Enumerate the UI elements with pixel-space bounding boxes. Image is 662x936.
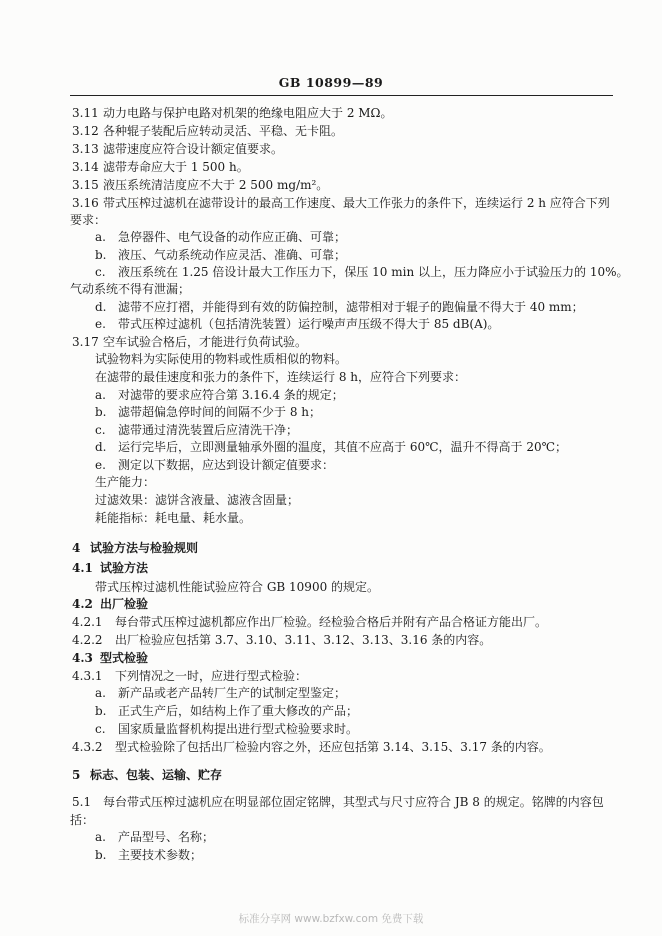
paragraph-text: 生产能力： (95, 475, 156, 489)
item-marker: e. (95, 317, 106, 331)
list-item (0, 404, 662, 420)
subsection-heading-4-2 (0, 596, 662, 612)
clause-text: 出厂检验应包括第 3.7、3.10、3.11、3.12、3.13、3.16 条的内容。 (115, 633, 492, 647)
list-item (0, 387, 662, 403)
list-item (0, 316, 662, 332)
list-item (0, 685, 662, 701)
clause-number: 3.15 (72, 178, 99, 192)
clause-number: 4.3.2 (72, 740, 103, 754)
paragraph-text: 带式压榨过滤机性能试验应符合 GB 10900 的规定。 (95, 580, 380, 594)
item-text: 正式生产后，如结构上作了重大修改的产品； (118, 704, 359, 718)
item-text: 滤带不应打褶，并能得到有效的防偏控制，滤带相对于辊子的跑偏量不得大于 40 mm； (118, 300, 584, 314)
standard-code-header: GB 10899—89 (278, 75, 384, 90)
item-text: 带式压榨过滤机（包括清洗装置）运行噪声声压级不得大于 85 dB(A)。 (118, 317, 500, 331)
continuation-line (0, 212, 662, 228)
clause-text: 每台带式压榨过滤机应在明显部位固定铭牌，其型式与尺寸应符合 JB 8 的规定。铭牌的内容包 (103, 795, 604, 809)
paragraph-text: 在滤带的最佳速度和张力的条件下，连续运行 8 h，应符合下列要求： (95, 370, 466, 384)
clause-4-2-1 (0, 614, 662, 630)
subsection-title: 出厂检验 (100, 597, 149, 611)
list-item (0, 721, 662, 737)
item-marker: c. (95, 722, 106, 736)
paragraph-line (0, 492, 662, 508)
list-item (0, 422, 662, 438)
section-title: 试验方法与检验规则 (90, 541, 199, 555)
section-heading-5 (0, 767, 662, 783)
item-marker: b. (95, 405, 107, 419)
item-text: 新产品或老产品转厂生产的试制定型鉴定； (118, 686, 347, 700)
clause-3-14 (0, 159, 662, 175)
clause-3-16 (0, 195, 662, 211)
item-marker: b. (95, 248, 107, 262)
item-marker: e. (95, 458, 106, 472)
continuation-text: 括： (70, 813, 95, 827)
item-text: 急停器件、电气设备的动作应正确、可靠； (118, 230, 347, 244)
item-text: 主要技术参数； (118, 848, 203, 862)
clause-3-13 (0, 141, 662, 157)
subsection-heading-4-1 (0, 560, 662, 576)
subsection-number: 4.3 (72, 651, 93, 665)
clause-number: 3.13 (72, 142, 99, 156)
clause-text: 滤带速度应符合设计额定值要求。 (103, 142, 284, 156)
item-text: 测定以下数据，应达到设计额定值要求： (118, 458, 335, 472)
list-item (0, 847, 662, 863)
clause-text: 带式压榨过滤机在滤带设计的最高工作速度、最大工作张力的条件下，连续运行 2 h 应符合下列 (103, 196, 610, 210)
clause-text: 每台带式压榨过滤机都应作出厂检验。经检验合格后并附有产品合格证方能出厂。 (115, 615, 548, 629)
item-text: 运行完毕后，立即测量轴承外圈的温度，其值不应高于 60℃，温升不得高于 20℃； (118, 440, 568, 454)
clause-number: 3.17 (72, 335, 99, 349)
clause-number: 4.2.1 (72, 615, 103, 629)
item-marker: a. (95, 388, 106, 402)
item-text: 滤带超偏急停时间的间隔不少于 8 h； (118, 405, 321, 419)
clause-text: 动力电路与保护电路对机架的绝缘电阻应大于 2 MΩ。 (103, 106, 393, 120)
item-marker: c. (95, 265, 106, 279)
clause-4-3-2 (0, 739, 662, 755)
site-watermark: 标准分享网 www.bzfxw.com 免费下载 (238, 913, 424, 925)
list-item (0, 247, 662, 263)
item-marker: a. (95, 230, 106, 244)
list-item (0, 457, 662, 473)
subsection-number: 4.1 (72, 561, 93, 575)
clause-4-2-2 (0, 632, 662, 648)
continuation-text: 气动系统不得有泄漏； (70, 282, 191, 296)
list-item (0, 439, 662, 455)
paragraph-line (0, 579, 662, 595)
subsection-heading-4-3 (0, 650, 662, 666)
item-marker: b. (95, 704, 107, 718)
clause-text: 空车试验合格后，才能进行负荷试验。 (103, 335, 308, 349)
clause-3-17 (0, 334, 662, 350)
clause-3-11 (0, 105, 662, 121)
continuation-line (0, 812, 662, 828)
clause-text: 滤带寿命应大于 1 500 h。 (103, 160, 249, 174)
clause-text: 型式检验除了包括出厂检验内容之外，还应包括第 3.14、3.15、3.17 条的内容。 (115, 740, 551, 754)
item-marker: a. (95, 686, 106, 700)
subsection-title: 型式检验 (100, 651, 149, 665)
continuation-text: 要求： (70, 213, 107, 227)
clause-number: 3.12 (72, 124, 99, 138)
paragraph-line (0, 510, 662, 526)
list-item (0, 703, 662, 719)
item-marker: c. (95, 423, 106, 437)
paragraph-line (0, 369, 662, 385)
item-text: 液压系统在 1.25 倍设计最大工作压力下，保压 10 min 以上，压力降应小于试验压力的 10%。 (118, 265, 629, 279)
section-heading-4 (0, 540, 662, 556)
section-number: 5 (72, 768, 81, 782)
item-text: 对滤带的要求应符合第 3.16.4 条的规定； (118, 388, 344, 402)
item-text: 液压、气动系统动作应灵活、准确、可靠； (118, 248, 347, 262)
section-number: 4 (72, 541, 81, 555)
item-marker: b. (95, 848, 107, 862)
item-marker: d. (95, 440, 107, 454)
header-rule (70, 95, 613, 96)
clause-number: 3.11 (72, 106, 99, 120)
subsection-number: 4.2 (72, 597, 93, 611)
clause-number: 4.2.2 (72, 633, 103, 647)
list-item (0, 829, 662, 845)
item-text: 产品型号、名称； (118, 830, 215, 844)
paragraph-text: 耗能指标：耗电量、耗水量。 (95, 511, 252, 525)
item-text: 国家质量监督机构提出进行型式检验要求时。 (118, 722, 359, 736)
clause-number: 3.16 (72, 196, 99, 210)
subsection-title: 试验方法 (100, 561, 149, 575)
clause-text: 液压系统清洁度应不大于 2 500 mg/m²。 (103, 178, 329, 192)
continuation-line (0, 281, 662, 297)
list-item (0, 264, 662, 280)
paragraph-text: 试验物料为实际使用的物料或性质相似的物料。 (95, 352, 348, 366)
list-item (0, 299, 662, 315)
clause-3-15 (0, 177, 662, 193)
paragraph-line (0, 474, 662, 490)
clause-5-1 (0, 794, 662, 810)
item-marker: d. (95, 300, 107, 314)
list-item (0, 229, 662, 245)
clause-number: 5.1 (72, 795, 92, 809)
clause-text: 各种辊子装配后应转动灵活、平稳、无卡阻。 (103, 124, 344, 138)
section-title: 标志、包装、运输、贮存 (90, 768, 223, 782)
paragraph-line (0, 351, 662, 367)
item-text: 滤带通过清洗装置后应清洗干净； (118, 423, 299, 437)
item-marker: a. (95, 830, 106, 844)
clause-number: 3.14 (72, 160, 99, 174)
clause-4-3-1 (0, 668, 662, 684)
paragraph-text: 过滤效果：滤饼含液量、滤液含固量； (95, 493, 300, 507)
clause-text: 下列情况之一时，应进行型式检验： (115, 669, 308, 683)
clause-3-12 (0, 123, 662, 139)
clause-number: 4.3.1 (72, 669, 103, 683)
